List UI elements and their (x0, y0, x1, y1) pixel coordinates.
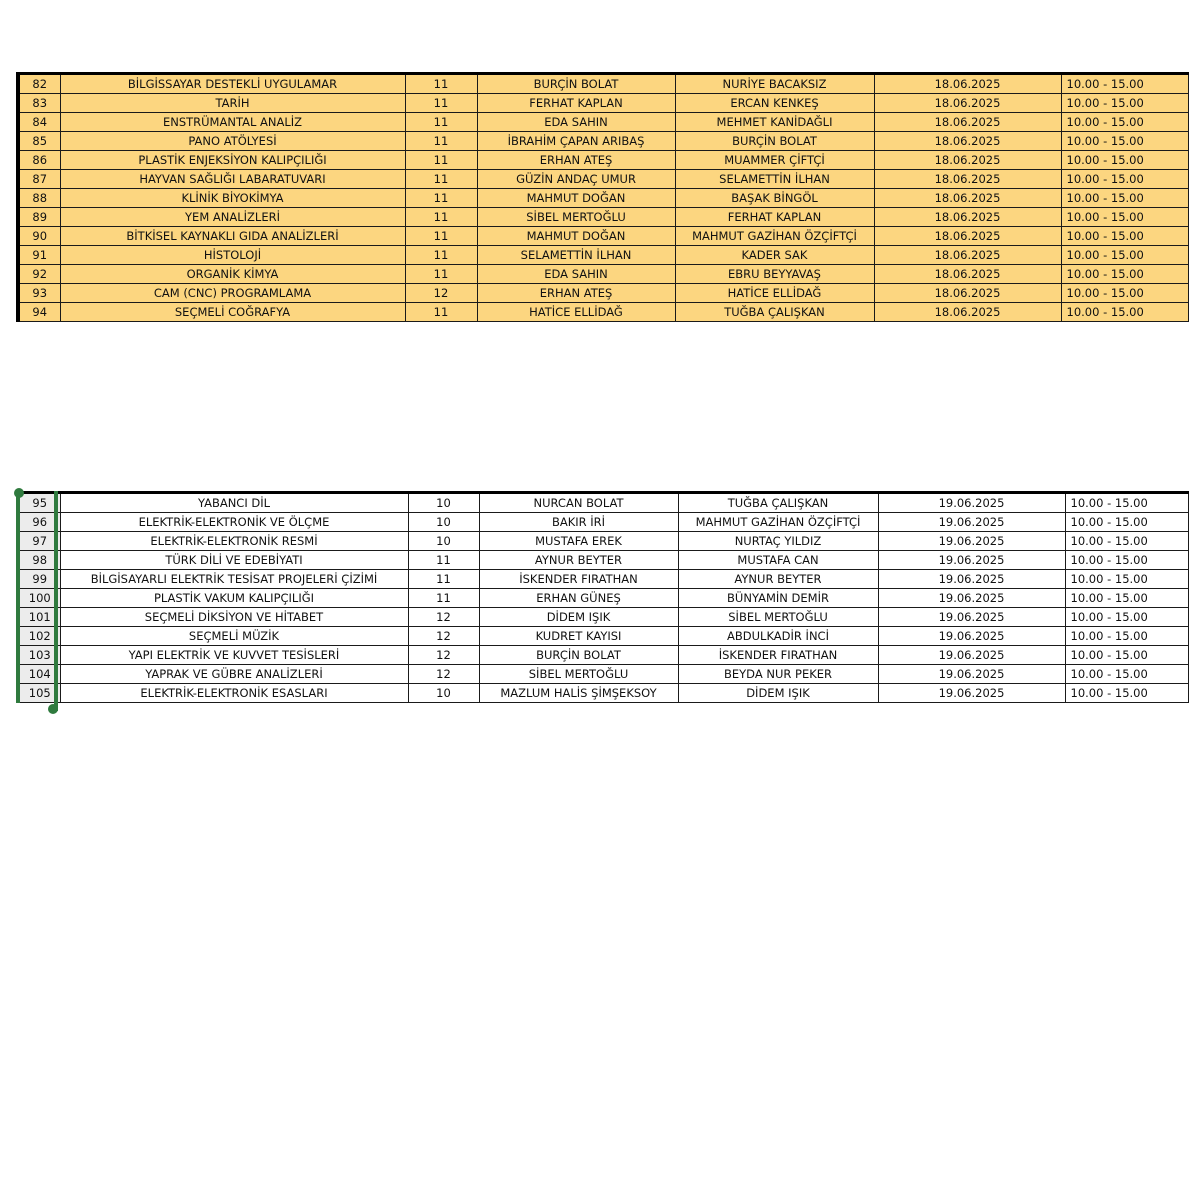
lesson-name: PLASTİK ENJEKSİYON KALIPÇILIĞI (60, 151, 405, 170)
teacher-primary: HATİCE ELLİDAĞ (477, 303, 675, 322)
grade-level: 11 (405, 246, 477, 265)
row-number: 84 (18, 113, 60, 132)
exam-time: 10.00 - 15.00 (1061, 189, 1188, 208)
exam-time: 10.00 - 15.00 (1065, 493, 1188, 513)
table-row (18, 227, 1188, 246)
exam-date: 19.06.2025 (878, 627, 1065, 646)
exam-date: 18.06.2025 (874, 170, 1061, 189)
teacher-primary: EDA SAHIN (477, 113, 675, 132)
teacher-primary: KUDRET KAYISI (479, 627, 678, 646)
teacher-primary: DİDEM IŞIK (479, 608, 678, 627)
table-row (18, 570, 1188, 589)
table-row (18, 665, 1188, 684)
teacher-secondary: HATİCE ELLİDAĞ (675, 284, 874, 303)
exam-date: 18.06.2025 (874, 189, 1061, 208)
exam-time: 10.00 - 15.00 (1061, 94, 1188, 113)
exam-date: 18.06.2025 (874, 74, 1061, 94)
grade-level: 11 (408, 570, 479, 589)
exam-time: 10.00 - 15.00 (1061, 151, 1188, 170)
grade-level: 11 (405, 189, 477, 208)
lesson-name: BİLGİSSAYAR DESTEKLİ UYGULAMAR (60, 74, 405, 94)
table-row (18, 94, 1188, 113)
teacher-primary: İSKENDER FIRATHAN (479, 570, 678, 589)
exam-date: 19.06.2025 (878, 551, 1065, 570)
teacher-secondary: DİDEM IŞIK (678, 684, 878, 703)
row-number: 99 (18, 570, 60, 589)
teacher-secondary: SİBEL MERTOĞLU (678, 608, 878, 627)
lesson-name: YAPRAK VE GÜBRE ANALİZLERİ (60, 665, 408, 684)
grade-level: 11 (408, 551, 479, 570)
lesson-name: SEÇMELİ COĞRAFYA (60, 303, 405, 322)
teacher-secondary: MAHMUT GAZİHAN ÖZÇİFTÇİ (675, 227, 874, 246)
teacher-primary: MUSTAFA EREK (479, 532, 678, 551)
teacher-secondary: İSKENDER FIRATHAN (678, 646, 878, 665)
teacher-secondary: NURTAÇ YILDIZ (678, 532, 878, 551)
teacher-primary: BURÇİN BOLAT (479, 646, 678, 665)
exam-time: 10.00 - 15.00 (1065, 551, 1188, 570)
lesson-name: ENSTRÜMANTAL ANALİZ (60, 113, 405, 132)
lesson-name: ELEKTRİK-ELEKTRONİK VE ÖLÇME (60, 513, 408, 532)
grade-level: 11 (405, 113, 477, 132)
exam-date: 19.06.2025 (878, 513, 1065, 532)
exam-date: 19.06.2025 (878, 589, 1065, 608)
table-row (18, 532, 1188, 551)
teacher-secondary: MEHMET KANİDAĞLI (675, 113, 874, 132)
row-number: 92 (18, 265, 60, 284)
exam-date: 19.06.2025 (878, 646, 1065, 665)
exam-schedule-table-june-18 (16, 72, 1189, 322)
exam-date: 18.06.2025 (874, 113, 1061, 132)
row-number: 89 (18, 208, 60, 227)
table-row (18, 170, 1188, 189)
exam-time: 10.00 - 15.00 (1065, 627, 1188, 646)
row-number: 91 (18, 246, 60, 265)
table-row (18, 513, 1188, 532)
teacher-secondary: FERHAT KAPLAN (675, 208, 874, 227)
teacher-primary: ERHAN ATEŞ (477, 284, 675, 303)
teacher-primary: İBRAHİM ÇAPAN ARIBAŞ (477, 132, 675, 151)
grade-level: 11 (405, 227, 477, 246)
exam-schedule-table-june-19 (16, 491, 1189, 703)
lesson-name: HİSTOLOJİ (60, 246, 405, 265)
table-row (18, 493, 1188, 513)
exam-time: 10.00 - 15.00 (1061, 246, 1188, 265)
teacher-primary: ERHAN ATEŞ (477, 151, 675, 170)
teacher-primary: FERHAT KAPLAN (477, 94, 675, 113)
lesson-name: PANO ATÖLYESİ (60, 132, 405, 151)
grade-level: 12 (408, 608, 479, 627)
table-row (18, 589, 1188, 608)
exam-time: 10.00 - 15.00 (1061, 303, 1188, 322)
exam-time: 10.00 - 15.00 (1061, 170, 1188, 189)
row-number: 93 (18, 284, 60, 303)
teacher-secondary: BEYDA NUR PEKER (678, 665, 878, 684)
exam-time: 10.00 - 15.00 (1065, 684, 1188, 703)
lesson-name: ORGANİK KİMYA (60, 265, 405, 284)
grade-level: 11 (408, 589, 479, 608)
table-row (18, 284, 1188, 303)
row-number: 101 (18, 608, 60, 627)
teacher-secondary: BÜNYAMİN DEMİR (678, 589, 878, 608)
exam-date: 19.06.2025 (878, 532, 1065, 551)
row-number: 82 (18, 74, 60, 94)
table-a-body (18, 74, 1188, 322)
exam-date: 18.06.2025 (874, 94, 1061, 113)
grade-level: 12 (405, 284, 477, 303)
row-number: 87 (18, 170, 60, 189)
exam-time: 10.00 - 15.00 (1065, 589, 1188, 608)
lesson-name: ELEKTRİK-ELEKTRONİK ESASLARI (60, 684, 408, 703)
grade-level: 10 (408, 513, 479, 532)
teacher-secondary: TUĞBA ÇALIŞKAN (675, 303, 874, 322)
exam-date: 18.06.2025 (874, 208, 1061, 227)
table-row (18, 303, 1188, 322)
row-number: 83 (18, 94, 60, 113)
exam-date: 18.06.2025 (874, 227, 1061, 246)
teacher-secondary: BURÇİN BOLAT (675, 132, 874, 151)
lesson-name: YAPI ELEKTRİK VE KUVVET TESİSLERİ (60, 646, 408, 665)
teacher-secondary: EBRU BEYYAVAŞ (675, 265, 874, 284)
exam-time: 10.00 - 15.00 (1061, 284, 1188, 303)
row-number: 96 (18, 513, 60, 532)
exam-date: 19.06.2025 (878, 493, 1065, 513)
teacher-secondary: AYNUR BEYTER (678, 570, 878, 589)
green-column-separator (54, 491, 58, 711)
row-number: 97 (18, 532, 60, 551)
exam-date: 18.06.2025 (874, 303, 1061, 322)
exam-time: 10.00 - 15.00 (1061, 265, 1188, 284)
teacher-secondary: TUĞBA ÇALIŞKAN (678, 493, 878, 513)
teacher-primary: MAZLUM HALİS ŞİMŞEKSOY (479, 684, 678, 703)
green-corner-dot (48, 704, 58, 714)
row-number: 104 (18, 665, 60, 684)
exam-time: 10.00 - 15.00 (1061, 227, 1188, 246)
table-row (18, 189, 1188, 208)
lesson-name: PLASTİK VAKUM KALIPÇILIĞI (60, 589, 408, 608)
lesson-name: TÜRK DİLİ VE EDEBİYATI (60, 551, 408, 570)
teacher-primary: SİBEL MERTOĞLU (477, 208, 675, 227)
teacher-secondary: ABDULKADİR İNCİ (678, 627, 878, 646)
grade-level: 11 (405, 265, 477, 284)
teacher-primary: AYNUR BEYTER (479, 551, 678, 570)
lesson-name: SEÇMELİ DİKSİYON VE HİTABET (60, 608, 408, 627)
teacher-primary: ERHAN GÜNEŞ (479, 589, 678, 608)
lesson-name: BİLGİSAYARLI ELEKTRİK TESİSAT PROJELERİ ÇİZİMİ (60, 570, 408, 589)
green-corner-dot (14, 488, 24, 498)
teacher-secondary: SELAMETTİN İLHAN (675, 170, 874, 189)
lesson-name: YABANCI DİL (60, 493, 408, 513)
lesson-name: CAM (CNC) PROGRAMLAMA (60, 284, 405, 303)
row-number: 95 (18, 493, 60, 513)
lesson-name: YEM ANALİZLERİ (60, 208, 405, 227)
row-number: 85 (18, 132, 60, 151)
table-row (18, 132, 1188, 151)
exam-time: 10.00 - 15.00 (1065, 532, 1188, 551)
lesson-name: SEÇMELİ MÜZİK (60, 627, 408, 646)
teacher-primary: BURÇİN BOLAT (477, 74, 675, 94)
table-row (18, 551, 1188, 570)
table-row (18, 246, 1188, 265)
teacher-primary: EDA SAHIN (477, 265, 675, 284)
row-number: 105 (18, 684, 60, 703)
exam-time: 10.00 - 15.00 (1065, 513, 1188, 532)
lesson-name: TARİH (60, 94, 405, 113)
exam-time: 10.00 - 15.00 (1061, 113, 1188, 132)
row-number: 86 (18, 151, 60, 170)
grade-level: 11 (405, 151, 477, 170)
table-row (18, 684, 1188, 703)
grade-level: 11 (405, 74, 477, 94)
table-row (18, 265, 1188, 284)
row-number: 103 (18, 646, 60, 665)
row-number: 90 (18, 227, 60, 246)
exam-date: 19.06.2025 (878, 570, 1065, 589)
table-row (18, 113, 1188, 132)
table-b-body (18, 493, 1188, 703)
teacher-secondary: NURİYE BACAKSIZ (675, 74, 874, 94)
row-number: 100 (18, 589, 60, 608)
lesson-name: KLİNİK BİYOKİMYA (60, 189, 405, 208)
teacher-primary: SELAMETTİN İLHAN (477, 246, 675, 265)
exam-date: 19.06.2025 (878, 684, 1065, 703)
row-number: 94 (18, 303, 60, 322)
teacher-secondary: MUSTAFA CAN (678, 551, 878, 570)
lesson-name: ELEKTRİK-ELEKTRONİK RESMİ (60, 532, 408, 551)
exam-time: 10.00 - 15.00 (1061, 132, 1188, 151)
teacher-secondary: MUAMMER ÇİFTÇİ (675, 151, 874, 170)
exam-date: 18.06.2025 (874, 151, 1061, 170)
teacher-primary: SİBEL MERTOĞLU (479, 665, 678, 684)
table-row (18, 627, 1188, 646)
grade-level: 11 (405, 132, 477, 151)
grade-level: 10 (408, 493, 479, 513)
row-number: 98 (18, 551, 60, 570)
exam-date: 18.06.2025 (874, 284, 1061, 303)
teacher-secondary: BAŞAK BİNGÖL (675, 189, 874, 208)
table-row (18, 74, 1188, 94)
grade-level: 11 (405, 94, 477, 113)
grade-level: 10 (408, 532, 479, 551)
table-row (18, 151, 1188, 170)
grade-level: 11 (405, 208, 477, 227)
exam-time: 10.00 - 15.00 (1065, 608, 1188, 627)
teacher-secondary: KADER SAK (675, 246, 874, 265)
teacher-secondary: MAHMUT GAZİHAN ÖZÇİFTÇİ (678, 513, 878, 532)
teacher-primary: GÜZİN ANDAÇ UMUR (477, 170, 675, 189)
grade-level: 12 (408, 627, 479, 646)
exam-time: 10.00 - 15.00 (1065, 665, 1188, 684)
row-number: 102 (18, 627, 60, 646)
grade-level: 12 (408, 665, 479, 684)
lesson-name: BİTKİSEL KAYNAKLI GIDA ANALİZLERİ (60, 227, 405, 246)
grade-level: 10 (408, 684, 479, 703)
grade-level: 11 (405, 303, 477, 322)
exam-time: 10.00 - 15.00 (1061, 208, 1188, 227)
exam-date: 18.06.2025 (874, 265, 1061, 284)
table-row (18, 646, 1188, 665)
teacher-secondary: ERCAN KENKEŞ (675, 94, 874, 113)
exam-time: 10.00 - 15.00 (1065, 570, 1188, 589)
exam-date: 18.06.2025 (874, 246, 1061, 265)
table-row (18, 608, 1188, 627)
lesson-name: HAYVAN SAĞLIĞI LABARATUVARI (60, 170, 405, 189)
exam-time: 10.00 - 15.00 (1065, 646, 1188, 665)
exam-date: 18.06.2025 (874, 132, 1061, 151)
teacher-primary: MAHMUT DOĞAN (477, 227, 675, 246)
grade-level: 11 (405, 170, 477, 189)
exam-date: 19.06.2025 (878, 608, 1065, 627)
teacher-primary: BAKIR İRİ (479, 513, 678, 532)
table-row (18, 208, 1188, 227)
teacher-primary: NURCAN BOLAT (479, 493, 678, 513)
exam-time: 10.00 - 15.00 (1061, 74, 1188, 94)
grade-level: 12 (408, 646, 479, 665)
row-number: 88 (18, 189, 60, 208)
teacher-primary: MAHMUT DOĞAN (477, 189, 675, 208)
exam-date: 19.06.2025 (878, 665, 1065, 684)
